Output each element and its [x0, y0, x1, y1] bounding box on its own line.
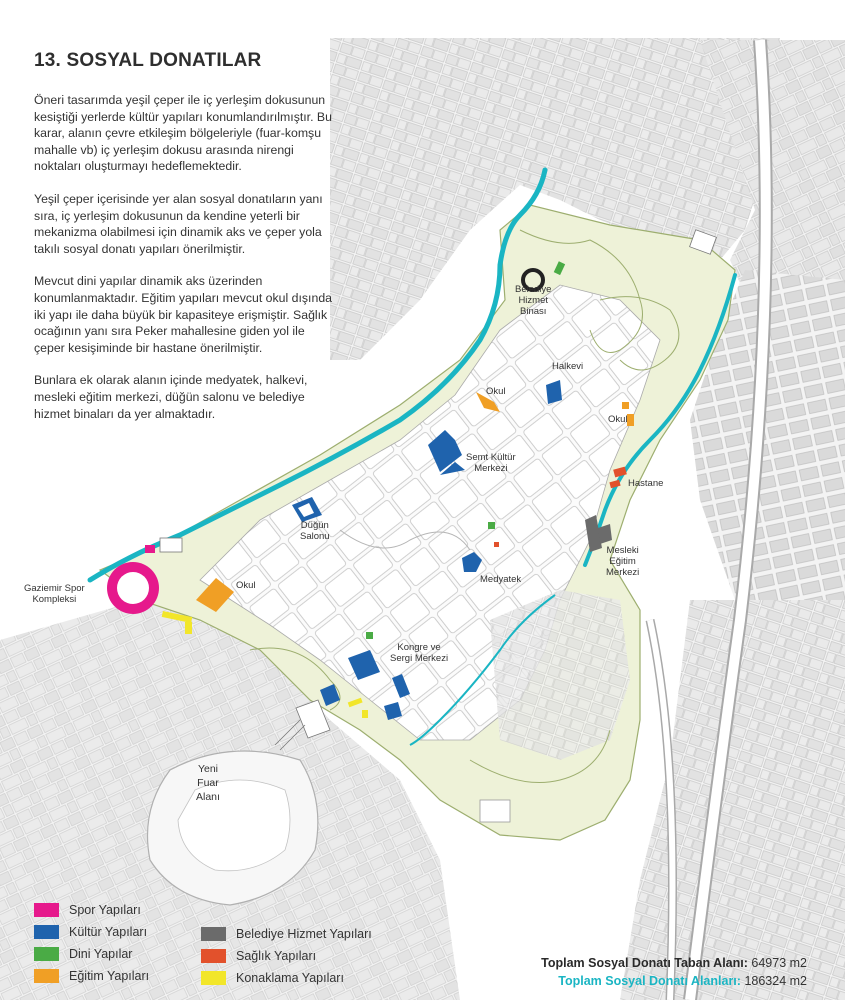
legend-label: Konaklama Yapıları: [236, 971, 344, 985]
konaklama-building-2: [185, 622, 192, 634]
legend-item: [34, 968, 149, 984]
legend-item: [201, 970, 344, 986]
legend-item: [201, 926, 372, 942]
label-medyatek: Medyatek: [480, 574, 522, 585]
legend-swatch: [34, 925, 59, 939]
legend-item: [201, 948, 316, 964]
label-okul-top: Okul: [486, 386, 506, 397]
label-semt-kultur: Semt Kültür Merkezi: [466, 452, 516, 474]
intro-paragraph: Öneri tasarımda yeşil çeper ile iç yerleşim dokusunun kesiştiği yerlerde kültür yapıları konumlandırılmıştır. Bu karar, alanın çevre etkileşim bölgeleriyle (fuar-komşu mahalle vb) iç yerleşim dokusu arasında nirengi noktaları oluşturmayı hedeflemektedir.: [34, 93, 332, 174]
total-value: 186324 m2: [744, 974, 807, 988]
dini-yapi-medyatek: [488, 522, 495, 529]
legend-label: Belediye Hizmet Yapıları: [236, 927, 372, 941]
label-hastane: Hastane: [628, 478, 664, 489]
spor-annex: [145, 545, 155, 553]
legend-swatch: [34, 947, 59, 961]
spor-building: [160, 538, 182, 552]
intro-paragraph: Yeşil çeper içerisinde yer alan sosyal donatıların yanı sıra, iç yerleşim dokusunun da kendine yeterli bir mekanizma olabilmesi için dinamik aks ve çeper yola takılı sosyal donatı yapıları önerilmiştir.: [34, 191, 323, 256]
total-label: Toplam Sosyal Donatı Alanları:: [558, 974, 741, 988]
legend-swatch: [201, 971, 226, 985]
south-building: [480, 800, 510, 822]
konaklama-building-4: [362, 710, 368, 718]
label-halkevi: Halkevi: [552, 361, 584, 372]
label-okul-bottom: Okul: [236, 580, 256, 591]
label-gaziemir: Gaziemir Spor Kompleksi: [24, 583, 85, 605]
page-title: 13. SOSYAL DONATILAR: [34, 50, 262, 71]
legend-item: [34, 902, 141, 918]
legend-item: [34, 946, 132, 962]
saglik-medyatek: [494, 542, 499, 547]
label-fuar: Yeni Fuar Alanı: [196, 763, 220, 803]
total-row: [541, 954, 807, 972]
legend: [34, 902, 414, 994]
label-okul-right: Okul: [608, 414, 628, 425]
totals: [541, 954, 807, 990]
okul-right-building: [622, 402, 629, 409]
intro-text: [34, 92, 334, 438]
label-dugun: Düğün Salonu: [300, 520, 330, 542]
legend-label: Spor Yapıları: [69, 903, 141, 917]
label-mesleki: Mesleki Eğitim Merkezi: [606, 545, 640, 578]
legend-label: Eğitim Yapıları: [69, 969, 150, 983]
okul-right-building-2: [627, 414, 634, 426]
gaziemir-spor-field: [117, 572, 149, 604]
dini-yapi-kongre: [366, 632, 373, 639]
intro-paragraph: Mevcut dini yapılar dinamik aks üzerinden konumlanmaktadır. Eğitim yapıları mevcut okul dışında iki yapı ile daha büyük bir kapasiteye erişmiştir. Sağlık ocağının yanı sıra Peker mahallesine giden yol ile çeper kesişiminde bir hastane önerilmiştir.: [34, 274, 332, 355]
label-belediye: Belediye Hizmet Binası: [515, 284, 552, 317]
legend-label: Kültür Yapıları: [69, 925, 148, 939]
fuar-inner: [178, 780, 290, 871]
legend-label: Sağlık Yapıları: [236, 949, 317, 963]
total-value: 64973 m2: [751, 956, 807, 970]
total-label: Toplam Sosyal Donatı Taban Alanı:: [541, 956, 748, 970]
legend-swatch: [34, 903, 59, 917]
legend-swatch: [34, 969, 59, 983]
total-row: [541, 972, 807, 990]
legend-item: [34, 924, 147, 940]
legend-swatch: [201, 927, 226, 941]
label-kongre: Kongre ve Sergi Merkezi: [390, 642, 449, 664]
legend-label: Dini Yapılar: [69, 947, 133, 961]
legend-swatch: [201, 949, 226, 963]
intro-paragraph: Bunlara ek olarak alanın içinde medyatek, halkevi, mesleki eğitim merkezi, düğün salonu ve belediye hizmet binaları da yer almaktadır.: [34, 373, 308, 421]
